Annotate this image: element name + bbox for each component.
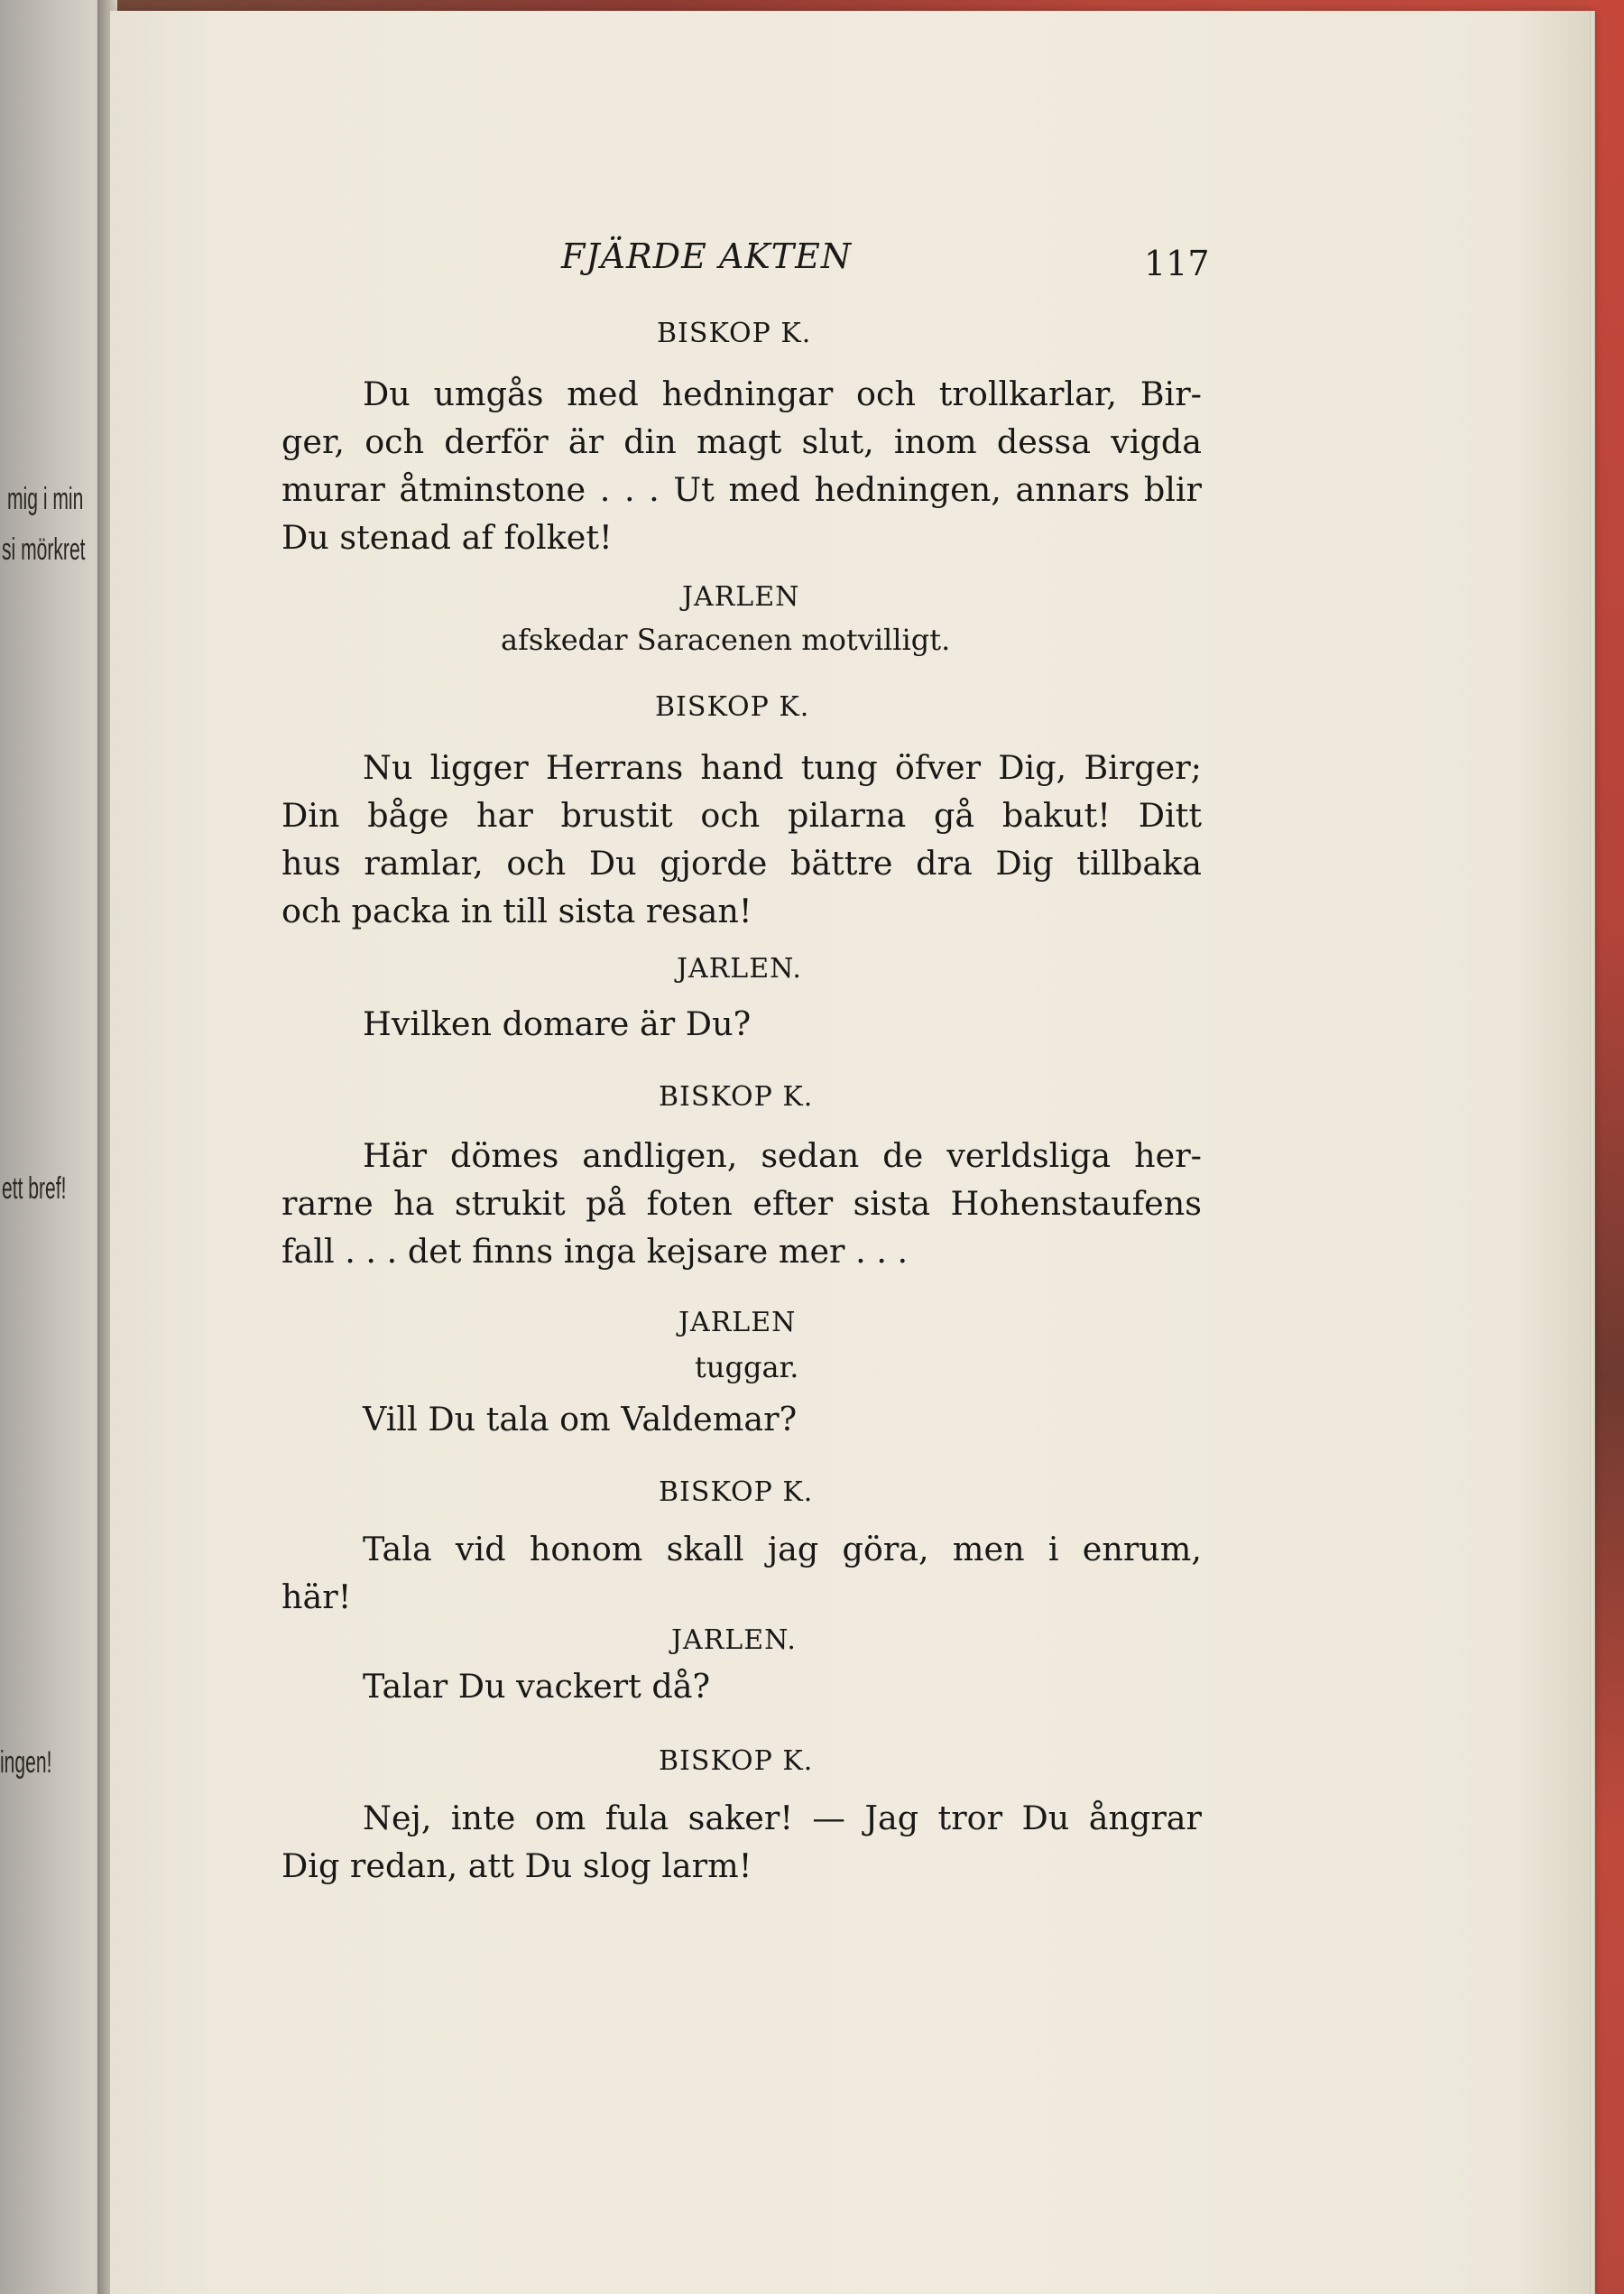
text-line: Du stenad af folket! [281, 518, 613, 557]
speaker-name: BISKOP K. [657, 318, 812, 349]
page-number: 117 [1144, 244, 1210, 283]
text-line: Nej, inte om fula saker! — Jag tror Du ångrar [363, 1799, 1202, 1837]
dialogue-paragraph [281, 744, 1202, 935]
text-line: Vill Du tala om Valdemar? [363, 1400, 798, 1438]
speaker-name: BISKOP K. [659, 1081, 814, 1113]
speaker-name: BISKOP K. [659, 1476, 814, 1508]
speaker-name: JARLEN. [671, 1624, 797, 1656]
dialogue-paragraph [281, 1132, 1202, 1275]
text-line: och packa in till sista resan! [281, 892, 752, 930]
left-page-fragment: mig i min [7, 482, 84, 516]
stage-direction: tuggar. [695, 1350, 799, 1384]
dialogue-paragraph [281, 370, 1202, 561]
text-line: Din båge har brustit och pilarna gå bakut! Ditt [281, 796, 1202, 835]
speaker-name: JARLEN [678, 1307, 797, 1338]
speaker-name: BISKOP K. [659, 1745, 814, 1777]
text-line: Talar Du vackert då? [363, 1667, 711, 1706]
text-line: Nu ligger Herrans hand tung öfver Dig, Birger; [363, 748, 1202, 787]
dialogue-paragraph [281, 1000, 1202, 1048]
text-line: Hvilken domare är Du? [363, 1004, 752, 1043]
dialogue-paragraph [281, 1525, 1202, 1621]
text-line: här! [281, 1577, 352, 1616]
text-line: fall . . . det finns inga kejsare mer . . . [281, 1232, 909, 1271]
text-line: ger, och derför är din magt slut, inom dessa vigda [281, 422, 1202, 461]
text-line: Dig redan, att Du slog larm! [281, 1846, 752, 1885]
text-line: Här dömes andligen, sedan de verldsliga her- [363, 1136, 1202, 1175]
dialogue-paragraph [281, 1662, 1202, 1710]
left-facing-page [0, 0, 110, 2294]
page-edge [1590, 11, 1595, 2294]
speaker-name: JARLEN [682, 581, 800, 613]
left-page-fragment: ett bref! [2, 1171, 67, 1206]
left-page-fragment: si mörkret [2, 532, 86, 567]
speaker-name: BISKOP K. [655, 691, 810, 723]
text-line: murar åtminstone . . . Ut med hedningen, annars blir [281, 470, 1202, 509]
text-line: rarne ha strukit på foten efter sista Hohenstaufens [281, 1184, 1202, 1223]
speaker-name: JARLEN. [677, 953, 802, 985]
running-head: FJÄRDE AKTEN [561, 236, 853, 276]
text-line: Tala vid honom skall jag göra, men i enrum, [363, 1530, 1202, 1568]
stage-direction: afskedar Saracenen motvilligt. [501, 623, 951, 657]
text-line: hus ramlar, och Du gjorde bättre dra Dig tillbaka [281, 844, 1202, 883]
left-page-fragment: ingen! [0, 1745, 52, 1780]
text-line: Du umgås med hedningar och trollkarlar, Bir- [363, 375, 1202, 413]
dialogue-paragraph [281, 1395, 1202, 1443]
dialogue-paragraph [281, 1794, 1202, 1890]
